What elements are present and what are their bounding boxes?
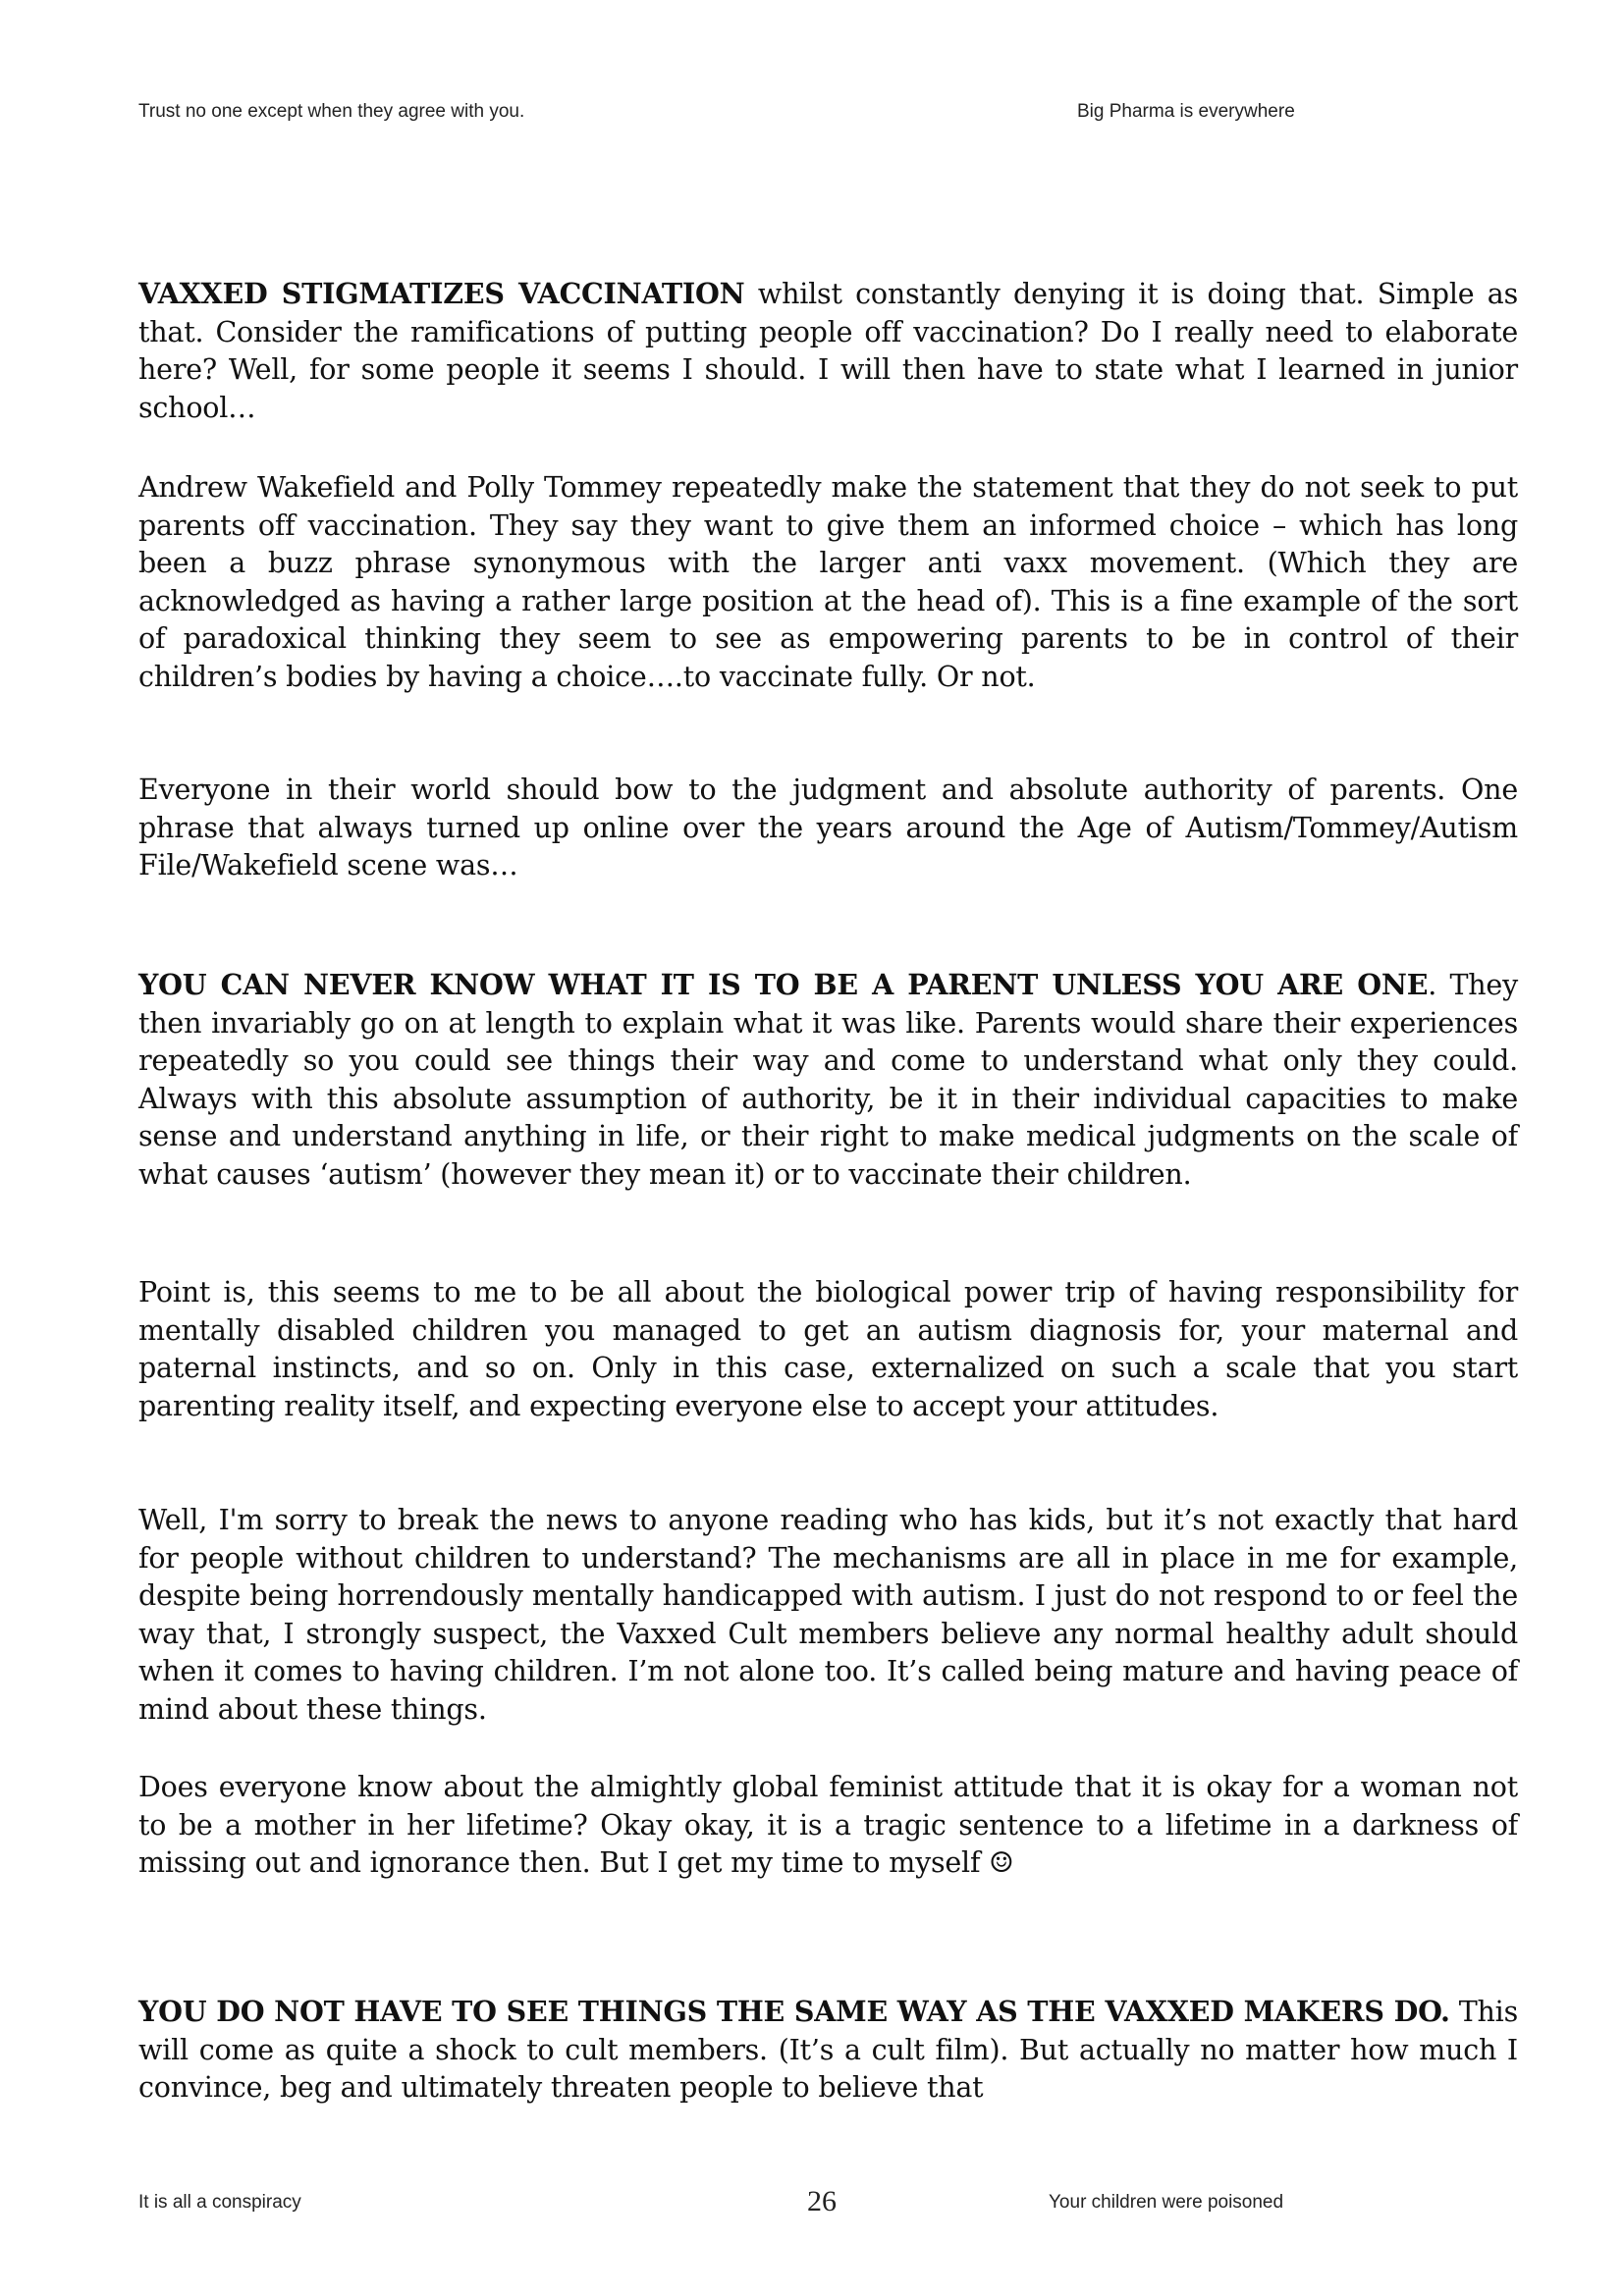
paragraph-7-text: Does everyone know about the almightly global feminist attitude that it is okay for a woman not to be a mother in her lifetime? Okay okay, it is a tragic sentence to a lifetime in a darkness of missing out and ignorance then. But I get my time to myself ☺	[138, 1771, 1518, 1879]
paragraph-7	[138, 1769, 1518, 1883]
paragraph-5	[138, 1274, 1518, 1425]
paragraph-8-text: This will come as quite a shock to cult members. (It’s a cult film). But actually no matter how much I convince, beg and ultimately threaten people to believe that	[138, 1996, 1519, 2104]
paragraph-6	[138, 1502, 1518, 1729]
paragraph-4-text: . They then invariably go on at length to explain what it was like. Parents would share their experiences repeatedly so you could see things their way and come to understand what only they could. Always with this absolute assumption of authority, be it in their individual capacities to make sense and understand anything in life, or their right to make medical judgments on the scale of what causes ‘autism’ (however they mean it) or to vaccinate their children.	[138, 969, 1518, 1191]
paragraph-3-text: Everyone in their world should bow to the judgment and absolute authority of parents. One phrase that always turned up online over the years around the Age of Autism/Tommey/Autism File/Wakefield scene was…	[138, 774, 1518, 881]
header-right-text: Big Pharma is everywhere	[1077, 101, 1295, 122]
footer-left-text: It is all a conspiracy	[138, 2192, 301, 2213]
page-number: 26	[807, 2185, 837, 2217]
paragraph-8	[138, 1993, 1518, 2108]
paragraph-3	[138, 772, 1518, 885]
paragraph-4	[138, 966, 1518, 1194]
paragraph-6-text: Well, I'm sorry to break the news to anyone reading who has kids, but it’s not exactly that hard for people without children to understand? The mechanisms are all in place in me for example, despite being horrendously mentally handicapped with autism. I just do not respond to or feel the way that, I strongly suspect, the Vaxxed Cult members believe any normal healthy adult should when it comes to having children. I’m not alone too. It’s called being mature and having peace of mind about these things.	[138, 1504, 1518, 1726]
paragraph-2	[138, 469, 1518, 696]
footer-right-text: Your children were poisoned	[1049, 2192, 1284, 2213]
paragraph-4-bold: YOU CAN NEVER KNOW WHAT IT IS TO BE A PARENT UNLESS YOU ARE ONE	[138, 968, 1429, 1001]
paragraph-5-text: Point is, this seems to me to be all about the biological power trip of having responsibility for mentally disabled children you managed to get an autism diagnosis for, your maternal and paternal instincts, and so on. Only in this case, externalized on such a scale that you start parenting reality itself, and expecting everyone else to accept your attitudes.	[138, 1276, 1518, 1422]
paragraph-1-text: whilst constantly denying it is doing that. Simple as that. Consider the ramifications of putting people off vaccination? Do I really need to elaborate here? Well, for some people it seems I should. I will then have to state what I learned in junior school…	[138, 278, 1519, 424]
paragraph-8-bold: YOU DO NOT HAVE TO SEE THINGS THE SAME WAY AS THE VAXXED MAKERS DO.	[138, 1995, 1450, 2028]
paragraph-1	[138, 275, 1518, 427]
paragraph-2-text: Andrew Wakefield and Polly Tommey repeatedly make the statement that they do not seek to put parents off vaccination. They say they want to give them an informed choice – which has long been a buzz phrase synonymous with the larger anti vaxx movement. (Which they are acknowledged as having a rather large position at the head of). This is a fine example of the sort of paradoxical thinking they seem to see as empowering parents to be in control of their children’s bodies by having a choice….to vaccinate fully. Or not.	[138, 471, 1518, 693]
header-left-text: Trust no one except when they agree with you.	[138, 101, 525, 122]
paragraph-1-bold: VAXXED STIGMATIZES VACCINATION	[138, 277, 745, 310]
